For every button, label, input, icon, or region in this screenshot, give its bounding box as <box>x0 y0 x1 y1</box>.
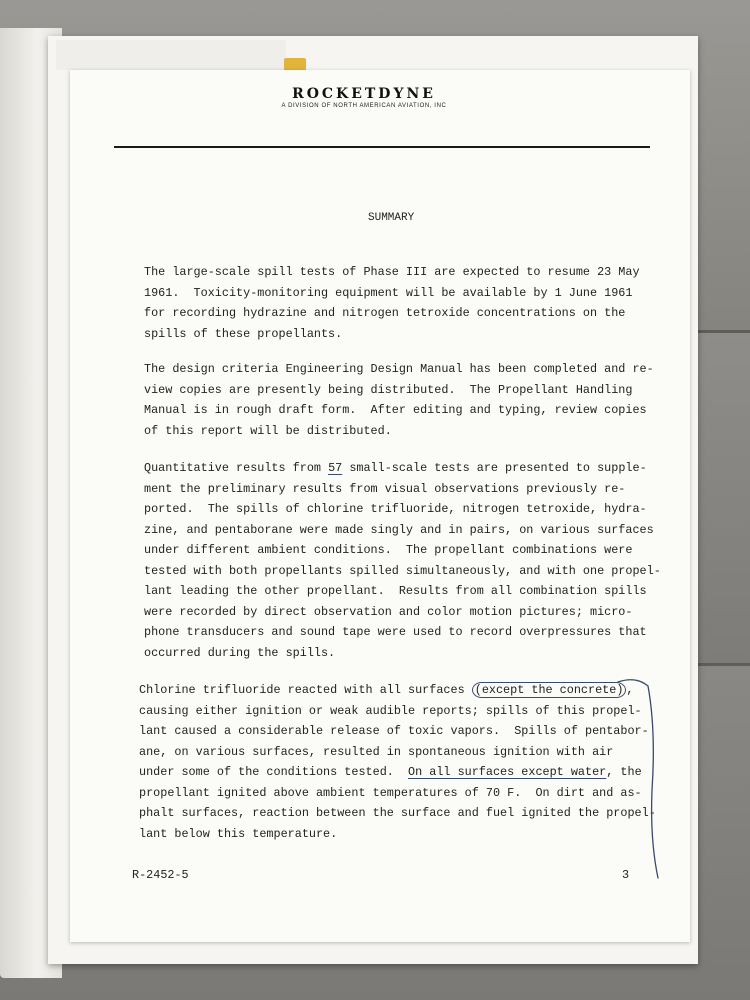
company-logo: ROCKETDYNE <box>292 86 436 102</box>
document-page <box>70 70 690 942</box>
section-title: SUMMARY <box>368 212 415 224</box>
text-line: 1961. Toxicity-monitoring equipment will be available by 1 June 1961 <box>144 285 633 300</box>
text-line: occurred during the spills. <box>144 645 336 660</box>
paragraph-4 <box>139 680 659 844</box>
text-line: spills of these propellants. <box>144 326 343 341</box>
text-line: Manual is in rough draft form. After editing and typing, review copies <box>144 403 647 417</box>
ink-underlined-phrase: 57 <box>328 461 343 475</box>
text-line: under some of the conditions tested. On all surfaces except water, the <box>139 765 642 779</box>
text-line: Quantitative results from 57 small-scale tests are presented to supple- <box>144 461 647 475</box>
paragraph-2 <box>144 359 664 441</box>
text-line: lant below this temperature. <box>139 826 338 841</box>
text-line: were recorded by direct observation and color motion pictures; micro- <box>144 604 633 619</box>
text-line: view copies are presently being distributed. The Propellant Handling <box>144 382 633 397</box>
page-number: 3 <box>622 868 630 882</box>
text-line: Chlorine trifluoride reacted with all surfaces (except the concrete) , <box>139 683 634 697</box>
paragraph-1 <box>144 262 664 344</box>
text-line: The design criteria Engineering Design Manual has been completed and re- <box>144 362 654 376</box>
text-line: causing either ignition or weak audible reports; spills of this propel- <box>139 703 642 718</box>
text-line: under different ambient conditions. The propellant combinations were <box>144 543 633 557</box>
text-line: propellant ignited above ambient temperatures of 70 F. On dirt and as- <box>139 785 642 800</box>
book-tab-strip <box>56 40 286 70</box>
text-line: for recording hydrazine and nitrogen tetroxide concentrations on the <box>144 306 626 320</box>
header-rule <box>114 146 650 148</box>
ink-underlined-phrase: On all surfaces except water <box>408 765 607 779</box>
text-line: phalt surfaces, reaction between the surface and fuel ignited the propel- <box>139 806 656 820</box>
text-line: zine, and pentaborane were made singly and in pairs, on various surfaces <box>144 522 654 537</box>
text-line: phone transducers and sound tape were used to record overpressures that <box>144 625 647 639</box>
text-line: ported. The spills of chlorine trifluoride, nitrogen tetroxide, hydra- <box>144 502 647 516</box>
text-line: ment the preliminary results from visual observations previously re- <box>144 481 626 496</box>
text-line: ane, on various surfaces, resulted in spontaneous ignition with air <box>139 744 614 759</box>
text-line: lant caused a considerable release of toxic vapors. Spills of pentabor- <box>139 724 649 738</box>
text-line: The large-scale spill tests of Phase III are expected to resume 23 May <box>144 265 640 279</box>
text-line: tested with both propellants spilled simultaneously, and with one propel- <box>144 563 661 578</box>
company-division: A DIVISION OF NORTH AMERICAN AVIATION, INC <box>281 103 447 109</box>
text-line: of this report will be distributed. <box>144 423 392 438</box>
ink-circled-phrase: (except the concrete) <box>472 682 627 698</box>
report-number: R-2452-5 <box>132 868 189 882</box>
paragraph-3 <box>144 458 664 663</box>
text-line: lant leading the other propellant. Results from all combination spills <box>144 584 647 598</box>
